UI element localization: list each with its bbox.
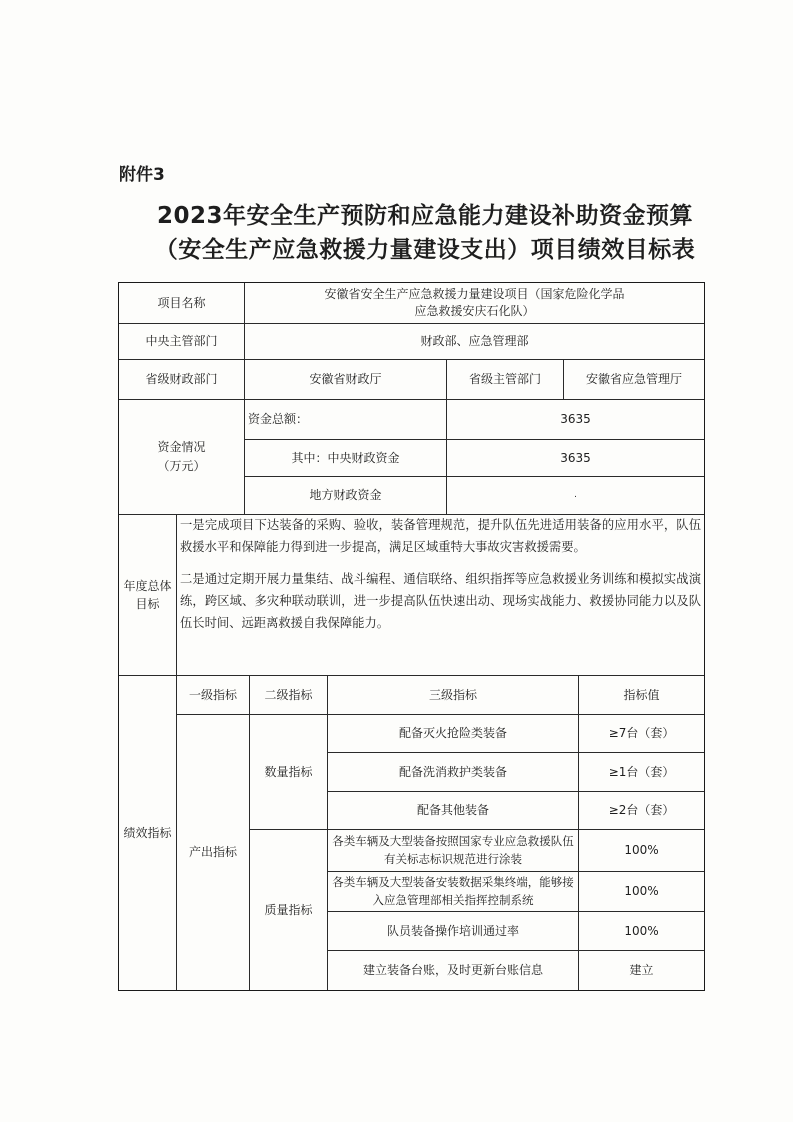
performance-indicators-label: 绩效指标 [118,675,177,991]
central-dept-value: 财政部、应急管理部 [244,323,705,360]
attachment-label: 附件3 [119,165,165,185]
header-level3: 三级指标 [327,675,579,715]
prov-dept-value: 安徽省应急管理厅 [563,359,705,400]
indicator-row-2: 配备洗消救护类装备 [327,752,579,792]
project-name-value [244,282,705,324]
funds-local-value-text: . [574,489,577,500]
quantity-indicator-label: 数量指标 [249,714,328,830]
funds-total-label: 资金总额： [244,399,447,440]
quality-indicator-label: 质量指标 [249,829,328,991]
prov-dept-label: 省级主管部门 [446,359,564,400]
funds-local-label: 地方财政资金 [244,476,447,515]
annual-goal-content [176,514,705,676]
indicator-value-5: 100% [578,871,705,912]
project-name-label: 项目名称 [118,282,245,324]
prov-finance-value: 安徽省财政厅 [244,359,447,400]
indicator-value-7: 建立 [578,950,705,991]
indicator-value-3: ≥2台（套） [578,791,705,830]
indicator-row-1: 配备灭火抢险类装备 [327,714,579,753]
output-indicator-label: 产出指标 [176,714,250,991]
indicator-row-6: 队员装备操作培训通过率 [327,911,579,951]
indicator-value-6: 100% [578,911,705,951]
indicator-value-1: ≥7台（套） [578,714,705,753]
funds-central-value: 3635 [446,439,705,477]
funds-local-value [446,476,705,515]
funds-label-line2: （万元） [157,459,206,473]
funds-central-label: 其中：中央财政资金 [244,439,447,477]
project-name-line1: 安徽省安全生产应急救援力量建设项目（国家危险化学品 [324,286,625,301]
document-title-line2: （安全生产应急救援力量建设支出）项目绩效目标表 [154,237,696,263]
header-level1: 一级指标 [176,675,250,715]
header-value: 指标值 [578,675,705,715]
document-title-line1: 2023年安全生产预防和应急能力建设补助资金预算 [156,203,693,229]
header-level2: 二级指标 [249,675,328,715]
central-dept-label: 中央主管部门 [118,323,245,360]
annual-goal-paragraph-1: 一是完成项目下达装备的采购、验收，装备管理规范，提升队伍先进适用装备的应用水平，队伍救援水平和保障能力得到进一步提高，满足区域重特大事故灾害救援需要。 [180,518,701,554]
annual-goal-paragraph-2: 二是通过定期开展力量集结、战斗编程、通信联络、组织指挥等应急救援业务训练和模拟实战演练，跨区域、多灾种联动联训，进一步提高队伍快速出动、现场实战能力、救援协同能力以及队伍长时间、远距离救援自我保障能力。 [180,571,701,630]
prov-finance-label: 省级财政部门 [118,359,245,400]
funds-label-line1: 资金情况 [157,440,206,455]
funds-label [118,399,245,515]
indicator-row-5: 各类车辆及大型装备安装数据采集终端，能够接入应急管理部相关指挥控制系统 [327,871,579,912]
annual-goal-label: 年度总体目标 [118,514,177,676]
project-name-line2: 应急救援安庆石化队） [414,304,535,318]
indicator-value-2: ≥1台（套） [578,752,705,792]
indicator-value-4: 100% [578,829,705,872]
indicator-row-7: 建立装备台账，及时更新台账信息 [327,950,579,991]
funds-total-value: 3635 [446,399,705,440]
indicator-row-4: 各类车辆及大型装备按照国家专业应急救援队伍有关标志标识规范进行涂装 [327,829,579,872]
indicator-row-3: 配备其他装备 [327,791,579,830]
